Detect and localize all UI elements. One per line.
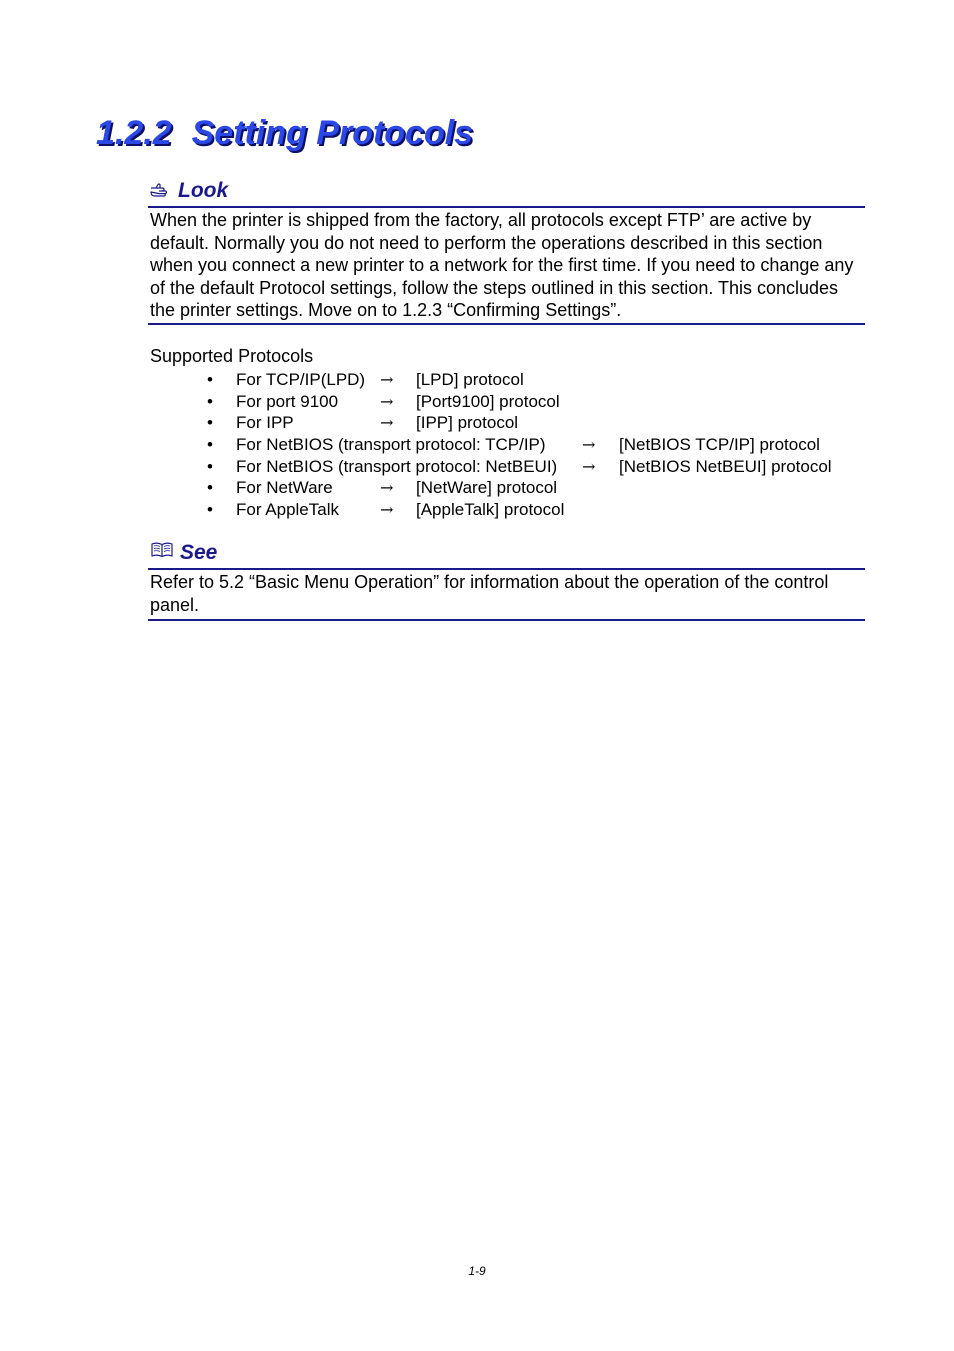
page-number: 1-9: [468, 1264, 486, 1278]
list-bullet: •: [207, 435, 213, 455]
arrow-icon: →: [380, 500, 394, 520]
protocol-result: [NetWare] protocol: [416, 478, 558, 498]
see-bottom-rule: [148, 619, 865, 621]
protocol-list-item: [0, 456, 954, 478]
see-text: Refer to 5.2 “Basic Menu Operation” for information about the operation of the control panel.: [150, 572, 829, 615]
see-label: See: [180, 541, 218, 564]
protocol-label: For TCP/IP(LPD): [236, 370, 366, 389]
list-bullet: •: [207, 500, 213, 520]
section-number: 1.2.2: [96, 114, 172, 152]
list-bullet: •: [207, 370, 213, 389]
see-heading: [150, 541, 217, 565]
protocol-list-item: [0, 369, 954, 391]
list-bullet: •: [207, 413, 213, 433]
protocol-result: [NetBIOS NetBEUI] protocol: [619, 456, 832, 476]
arrow-icon: →: [380, 370, 394, 389]
look-text: When the printer is shipped from the factory, all protocols except FTP’ are active by default. Normally you do not need to perform the operations described in this section when you connect a new printer to a network for the first time. If you need to change any of the default Protocol settings, follow the steps outlined in this section. This concludes the printer settings. Move on to 1.2.3 “Confirming Settings”.: [150, 210, 854, 320]
section-title-text: Setting Protocols: [191, 114, 474, 152]
arrow-icon: →: [380, 413, 394, 433]
protocol-result: [IPP] protocol: [416, 413, 519, 433]
protocol-list: [0, 369, 954, 521]
list-bullet: •: [207, 456, 213, 476]
look-top-rule: [148, 206, 865, 208]
protocol-label: For AppleTalk: [236, 500, 339, 520]
look-bottom-rule: [148, 323, 865, 325]
arrow-icon: →: [380, 391, 394, 411]
open-book-icon: [150, 541, 174, 565]
protocol-result: [NetBIOS TCP/IP] protocol: [619, 435, 820, 455]
pointing-hand-icon: [150, 179, 172, 203]
arrow-icon: →: [582, 456, 596, 476]
protocol-list-item: [0, 391, 954, 413]
protocol-list-item: [0, 412, 954, 434]
supported-protocols-heading: Supported Protocols: [150, 346, 314, 366]
protocol-label: For IPP: [236, 413, 294, 433]
protocol-list-item: [0, 477, 954, 499]
protocol-result: [Port9100] protocol: [416, 391, 560, 411]
protocol-result: [AppleTalk] protocol: [416, 500, 565, 520]
list-bullet: •: [207, 478, 213, 498]
arrow-icon: →: [582, 435, 596, 455]
protocol-result: [LPD] protocol: [416, 370, 524, 389]
protocol-label: For port 9100: [236, 391, 339, 411]
protocol-label: For NetBIOS (transport protocol: TCP/IP): [236, 435, 546, 455]
section-title: [96, 114, 473, 153]
arrow-icon: →: [380, 478, 394, 498]
protocol-label: For NetWare: [236, 478, 333, 498]
see-top-rule: [148, 568, 865, 570]
protocol-list-item: [0, 499, 954, 521]
protocol-list-item: [0, 434, 954, 456]
protocol-label: For NetBIOS (transport protocol: NetBEUI): [236, 456, 558, 476]
look-heading: [150, 179, 228, 203]
look-label: Look: [178, 179, 229, 202]
list-bullet: •: [207, 391, 213, 411]
